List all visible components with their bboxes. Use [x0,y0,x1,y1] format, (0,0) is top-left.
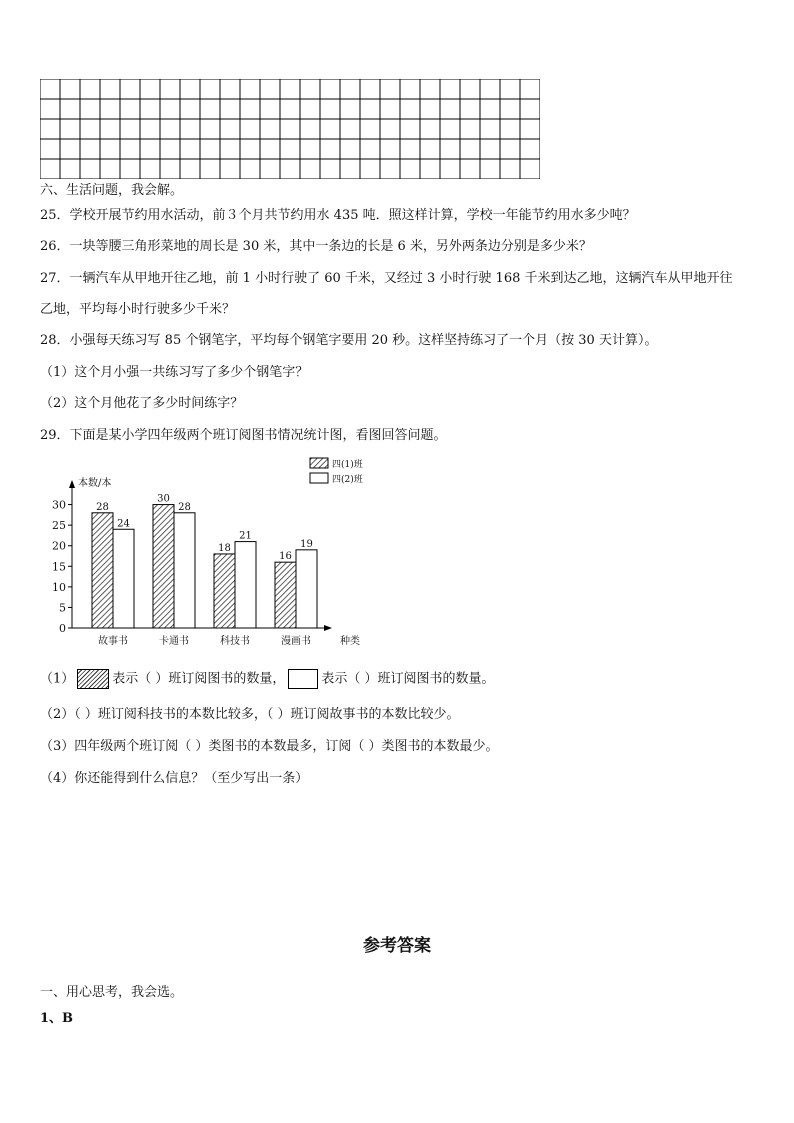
category-label: 故事书 [98,636,128,647]
category-label: 漫画书 [281,636,311,647]
legend-label: 四(1)班 [332,460,363,470]
bar-class1 [92,513,113,628]
y-tick-label: 25 [52,519,66,533]
bar-value-label: 21 [239,530,252,542]
question-27-line2: 乙地，平均每小时行驶多少千米？ [40,302,236,317]
y-axis-arrow [69,480,75,488]
y-tick-label: 20 [52,539,66,553]
bar-value-label: 18 [218,542,231,554]
bar-class2 [113,529,134,628]
question-28-sub2: （2）这个月他花了多少时间练字？ [40,396,244,411]
answers-title: 参考答案 [363,936,431,956]
question-28-stem: 28．小强每天练习写 85 个钢笔字，平均每个钢笔字要用 20 秒。这样坚持练习了一个月（按 30 天计算）。 [40,333,658,348]
bar-value-label: 24 [117,518,130,530]
sub1-part2: 表示（ ）班订阅图书的数量。 [321,671,495,687]
bar-value-label: 16 [279,551,292,563]
question-29-sub3: （3）四年级两个班订阅（ ）类图书的本数最多，订阅（ ）类图书的本数最少。 [40,739,499,754]
sub1-number: （1） [40,671,75,687]
chart-legend [310,458,363,485]
y-tick-label: 0 [59,622,66,635]
bar-class2 [174,513,195,628]
section6-heading: 六、生活问题，我会解。 [40,183,184,198]
bar-class1 [214,554,235,628]
y-tick-label: 15 [52,560,66,574]
legend-label: 四(2)班 [332,475,363,485]
category-label: 卡通书 [159,636,189,647]
question-25: 25．学校开展节约用水活动，前３个月共节约用水 435 吨．照这样计算，学校一年能节约用水多少吨？ [40,208,636,223]
blank-legend-swatch [288,669,318,689]
y-tick-label: 30 [52,498,66,512]
bar-class2 [235,542,256,628]
y-axis-label: 本数/本 [78,478,112,489]
answers-section1: 一、用心思考，我会选。 [40,985,184,1000]
question-29-sub4: （4）你还能得到什么信息？（至少写出一条） [40,771,309,786]
legend-swatch [310,458,328,468]
category-label: 科技书 [220,636,250,647]
question-26: 26．一块等腰三角形菜地的周长是 30 米，其中一条边的长是 6 米，另外两条边分别是多少米？ [40,239,592,254]
bar-chart [40,452,380,652]
bar-class2 [296,550,317,628]
hatched-legend-swatch [77,669,109,689]
y-tick-label: 5 [59,601,66,615]
bar-value-label: 28 [178,501,191,513]
bar-class1 [275,562,296,628]
question-27-line1: 27．一辆汽车从甲地开往乙地，前 1 小时行驶了 60 千米，又经过 3 小时行驶 168 千米到达乙地，这辆汽车从甲地开往 [40,271,733,286]
bar-value-label: 19 [300,538,313,550]
bar-class1 [153,505,174,628]
question-28-sub1: （1）这个月小强一共练习写了多少个钢笔字？ [40,365,309,380]
question-29-stem: 29．下面是某小学四年级两个班订阅图书情况统计图，看图回答问题。 [40,428,447,443]
question-29-sub1 [40,669,495,689]
y-tick-label: 10 [52,580,66,594]
chart-bars [92,494,317,628]
question-29-sub2: （2）（ ）班订阅科技书的本数比较多，（ ）班订阅故事书的本数比较少。 [40,707,460,722]
bar-value-label: 30 [157,493,170,505]
x-axis-arrow [324,625,332,631]
x-axis-label: 种类 [340,636,360,647]
legend-swatch [310,473,328,483]
answer-1: 1、B [40,1011,74,1026]
bar-value-label: 28 [96,501,109,513]
sub1-part1: 表示（ ）班订阅图书的数量， [112,671,286,687]
answer-grid [40,79,540,179]
